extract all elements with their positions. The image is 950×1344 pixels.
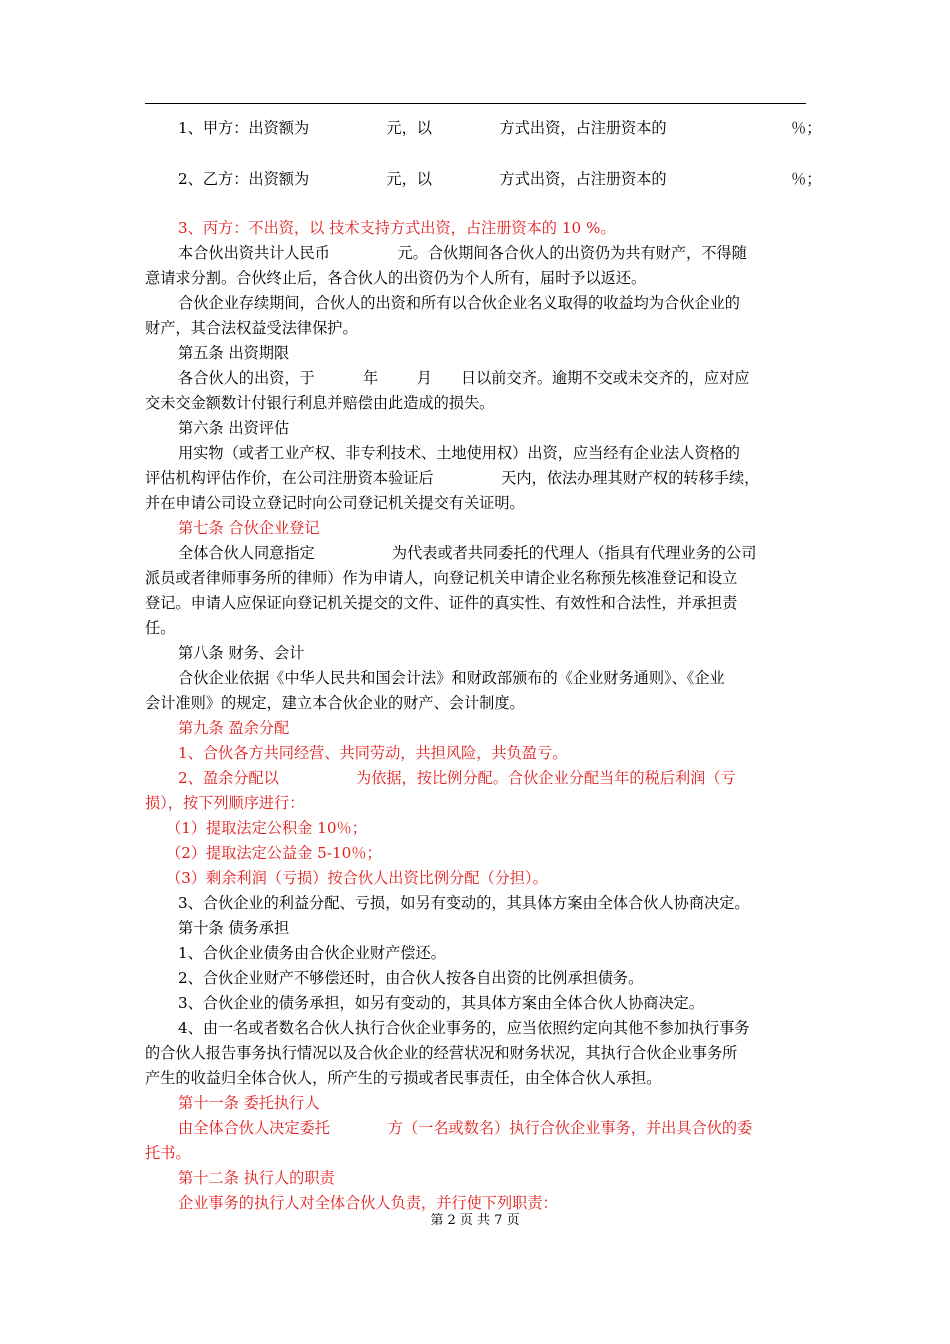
paragraph-line: 托书。 bbox=[145, 1144, 191, 1162]
paragraph-line: 各合伙人的出资，于 年 月 日以前交齐。逾期不交或未交齐的，应对应 bbox=[178, 369, 750, 387]
clause-line: 4、由一名或者数名合伙人执行合伙企业事务的，应当依照约定向其他不参加执行事务 bbox=[178, 1019, 750, 1037]
article-heading: 第十条 债务承担 bbox=[178, 919, 290, 937]
paragraph-line: 意请求分割。合伙终止后，各合伙人的出资仍为个人所有，届时予以返还。 bbox=[145, 269, 647, 287]
sub-clause-line: （2）提取法定公益金 5-10％； bbox=[166, 844, 382, 862]
article-heading: 第五条 出资期限 bbox=[178, 344, 290, 362]
paragraph-line: 的合伙人报告事务执行情况以及合伙企业的经营状况和财务状况，其执行合伙企业事务所 bbox=[145, 1044, 738, 1062]
clause-line: 1、甲方：出资额为 元，以 方式出资，占注册资本的 bbox=[178, 119, 740, 137]
paragraph-line: 全体合伙人同意指定 为代表或者共同委托的代理人（指具有代理业务的公司 bbox=[178, 544, 757, 562]
paragraph-line: 会计准则》的规定，建立本合伙企业的财产、会计制度。 bbox=[145, 694, 525, 712]
paragraph-line: 登记。申请人应保证向登记机关提交的文件、证件的真实性、有效性和合法性，并承担责 bbox=[145, 594, 738, 612]
clause-line: 1、合伙各方共同经营、共同劳动，共担风险，共负盈亏。 bbox=[178, 744, 568, 762]
sub-clause-line: （1）提取法定公积金 10％； bbox=[166, 819, 367, 837]
clause-line: 2、乙方：出资额为 元，以 方式出资，占注册资本的 bbox=[178, 170, 740, 188]
clause-line: 2、盈余分配以 为依据，按比例分配。合伙企业分配当年的税后利润（亏 bbox=[178, 769, 736, 787]
article-heading: 第十二条 执行人的职责 bbox=[178, 1169, 335, 1187]
percent-suffix: ％； bbox=[791, 119, 822, 137]
paragraph-line: 本合伙出资共计人民币 元。合伙期间各合伙人的出资仍为共有财产，不得随 bbox=[178, 244, 747, 262]
page-footer: 第 2 页 共 7 页 bbox=[430, 1213, 520, 1228]
article-heading: 第十一条 委托执行人 bbox=[178, 1094, 320, 1112]
article-heading: 第七条 合伙企业登记 bbox=[178, 519, 320, 537]
paragraph-line: 产生的收益归全体合伙人，所产生的亏损或者民事责任，由全体合伙人承担。 bbox=[145, 1069, 662, 1087]
paragraph-line: 由全体合伙人决定委托 方（一名或数名）执行合伙企业事务，并出具合伙的委 bbox=[178, 1119, 753, 1137]
header-rule bbox=[145, 103, 806, 104]
percent-suffix: ％； bbox=[791, 170, 822, 188]
article-heading: 第六条 出资评估 bbox=[178, 419, 290, 437]
sub-clause-line: （3）剩余利润（亏损）按合伙人出资比例分配（分担）。 bbox=[166, 869, 548, 887]
paragraph-line: 交未交金额数计付银行利息并赔偿由此造成的损失。 bbox=[145, 394, 495, 412]
paragraph-line: 企业事务的执行人对全体合伙人负责，并行使下列职责： bbox=[178, 1194, 558, 1212]
paragraph-line: 合伙企业存续期间，合伙人的出资和所有以合伙企业名义取得的收益均为合伙企业的 bbox=[178, 294, 740, 312]
paragraph-line: 合伙企业依据《中华人民共和国会计法》和财政部颁布的《企业财务通则》、《企业 bbox=[178, 669, 725, 687]
clause-line: 3、合伙企业的债务承担，如另有变动的，其具体方案由全体合伙人协商决定。 bbox=[178, 994, 705, 1012]
clause-line: 2、合伙企业财产不够偿还时，由合伙人按各自出资的比例承担债务。 bbox=[178, 969, 644, 987]
paragraph-line: 派员或者律师事务所的律师）作为申请人，向登记机关申请企业名称预先核准登记和设立 bbox=[145, 569, 738, 587]
article-heading: 第九条 盈余分配 bbox=[178, 719, 290, 737]
article-heading: 第八条 财务、会计 bbox=[178, 644, 305, 662]
paragraph-line: 评估机构评估作价，在公司注册资本验证后 天内，依法办理其财产权的转移手续， bbox=[145, 469, 760, 487]
clause-line: 3、丙方：不出资，以 技术支持方式出资，占注册资本的 10 %。 bbox=[178, 219, 616, 237]
clause-line: 损），按下列顺序进行： bbox=[145, 794, 305, 812]
paragraph-line: 并在申请公司设立登记时向公司登记机关提交有关证明。 bbox=[145, 494, 525, 512]
paragraph-line: 用实物（或者工业产权、非专利技术、土地使用权）出资，应当经有企业法人资格的 bbox=[178, 444, 740, 462]
clause-line: 3、合伙企业的利益分配、亏损，如另有变动的，其具体方案由全体合伙人协商决定。 bbox=[178, 894, 750, 912]
clause-line: 1、合伙企业债务由合伙企业财产偿还。 bbox=[178, 944, 446, 962]
paragraph-line: 任。 bbox=[145, 619, 176, 637]
paragraph-line: 财产，其合法权益受法律保护。 bbox=[145, 319, 358, 337]
